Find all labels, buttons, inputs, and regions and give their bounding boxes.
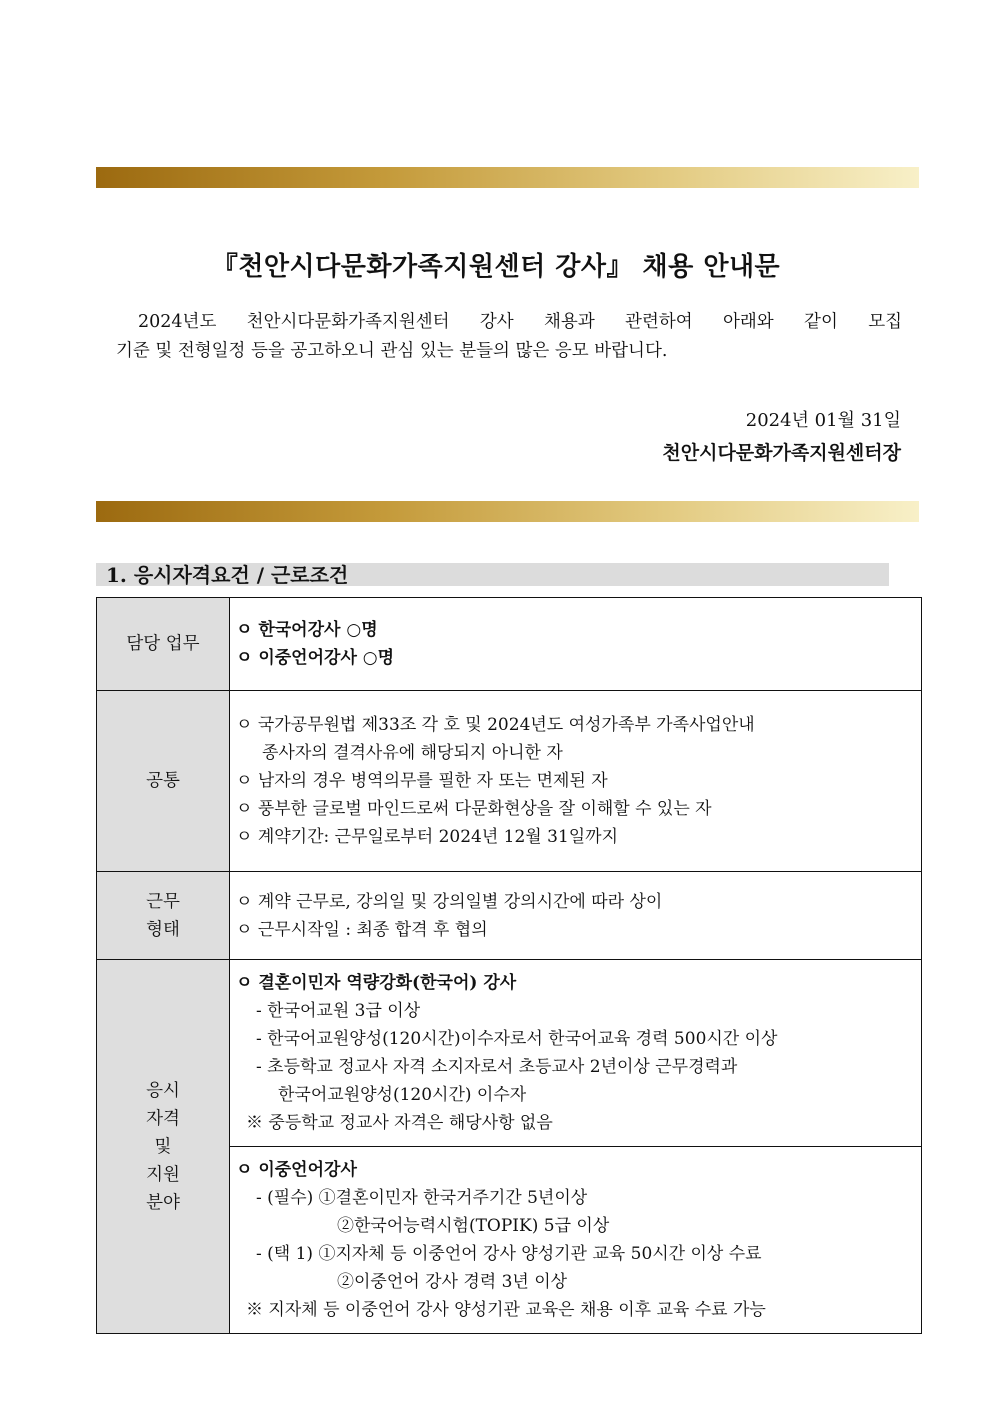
- section-1-heading: 1. 응시자격요건 / 근로조건: [96, 563, 889, 586]
- table-row-qual-korean: [97, 960, 922, 1147]
- common-line: 종사자의 결격사유에 해당되지 아니한 자: [262, 743, 563, 763]
- bilingual-item: - (택 1) ①지자체 등 이중언어 강사 양성기관 교육 50시간 이상 수료: [256, 1244, 762, 1264]
- notice-date: 2024년 01월 31일: [745, 410, 901, 431]
- bilingual-note: ※ 지자체 등 이중언어 강사 양성기관 교육은 채용 이후 교육 수료 가능: [246, 1300, 766, 1320]
- common-line: ㅇ 풍부한 글로벌 마인드로써 다문화현상을 잘 이해할 수 있는 자: [236, 799, 712, 819]
- common-content: [230, 691, 922, 872]
- bilingual-item: - (필수) ①결혼이민자 한국거주기간 5년이상: [256, 1188, 588, 1208]
- top-gold-bar: [96, 167, 919, 188]
- common-line: ㅇ 계약기간: 근무일로부터 2024년 12월 31일까지: [236, 827, 619, 847]
- duty-line: ㅇ 한국어강사 ○명: [236, 620, 378, 640]
- common-line: ㅇ 남자의 경우 병역의무를 필한 자 또는 면제된 자: [236, 771, 608, 791]
- korean-item: 한국어교원양성(120시간) 이수자: [278, 1085, 527, 1105]
- bilingual-teacher-content: [230, 1147, 922, 1334]
- korean-item: - 한국어교원양성(120시간)이수자로서 한국어교육 경력 500시간 이상: [256, 1029, 778, 1049]
- qualification-table: [96, 597, 922, 1334]
- korean-item: - 한국어교원 3급 이상: [256, 1001, 421, 1021]
- issuer-name: 천안시다문화가족지원센터장: [662, 442, 901, 464]
- korean-note: ※ 중등학교 정교사 자격은 해당사항 없음: [246, 1113, 553, 1133]
- common-line: ㅇ 국가공무원법 제33조 각 호 및 2024년도 여성가족부 가족사업안내: [236, 715, 755, 735]
- intro-line-1: 2024년도 천안시다문화가족지원센터 강사 채용과 관련하여 아래와 같이 모집: [138, 312, 902, 332]
- work-header: 근무 형태: [97, 872, 230, 960]
- bilingual-teacher-title: ㅇ 이중언어강사: [236, 1160, 357, 1180]
- work-content: [230, 872, 922, 960]
- duty-content: [230, 598, 922, 691]
- page-title: 『천안시다문화가족지원센터 강사』 채용 안내문: [211, 252, 781, 282]
- table-row-common: [97, 691, 922, 872]
- intro-line-2: 기준 및 전형일정 등을 공고하오니 관심 있는 분들의 많은 응모 바랍니다.: [116, 341, 668, 361]
- bottom-gold-bar: [96, 501, 919, 522]
- qual-header: 응시 자격 및 지원 분야: [97, 960, 230, 1334]
- work-line: ㅇ 계약 근무로, 강의일 및 강의일별 강의시간에 따라 상이: [236, 891, 663, 912]
- korean-teacher-title: ㅇ 결혼이민자 역량강화(한국어) 강사: [236, 973, 517, 993]
- bilingual-item: ②한국어능력시험(TOPIK) 5급 이상: [337, 1216, 610, 1236]
- table-row-work: [97, 872, 922, 960]
- bilingual-item: ②이중언어 강사 경력 3년 이상: [337, 1272, 568, 1292]
- common-header: 공통: [97, 691, 230, 872]
- duty-header: 담당 업무: [97, 598, 230, 691]
- korean-item: - 초등학교 정교사 자격 소지자로서 초등교사 2년이상 근무경력과: [256, 1057, 738, 1077]
- work-line: ㅇ 근무시작일 : 최종 합격 후 협의: [236, 919, 488, 940]
- korean-teacher-content: [230, 960, 922, 1147]
- duty-line: ㅇ 이중언어강사 ○명: [236, 648, 395, 668]
- table-row-duty: [97, 598, 922, 691]
